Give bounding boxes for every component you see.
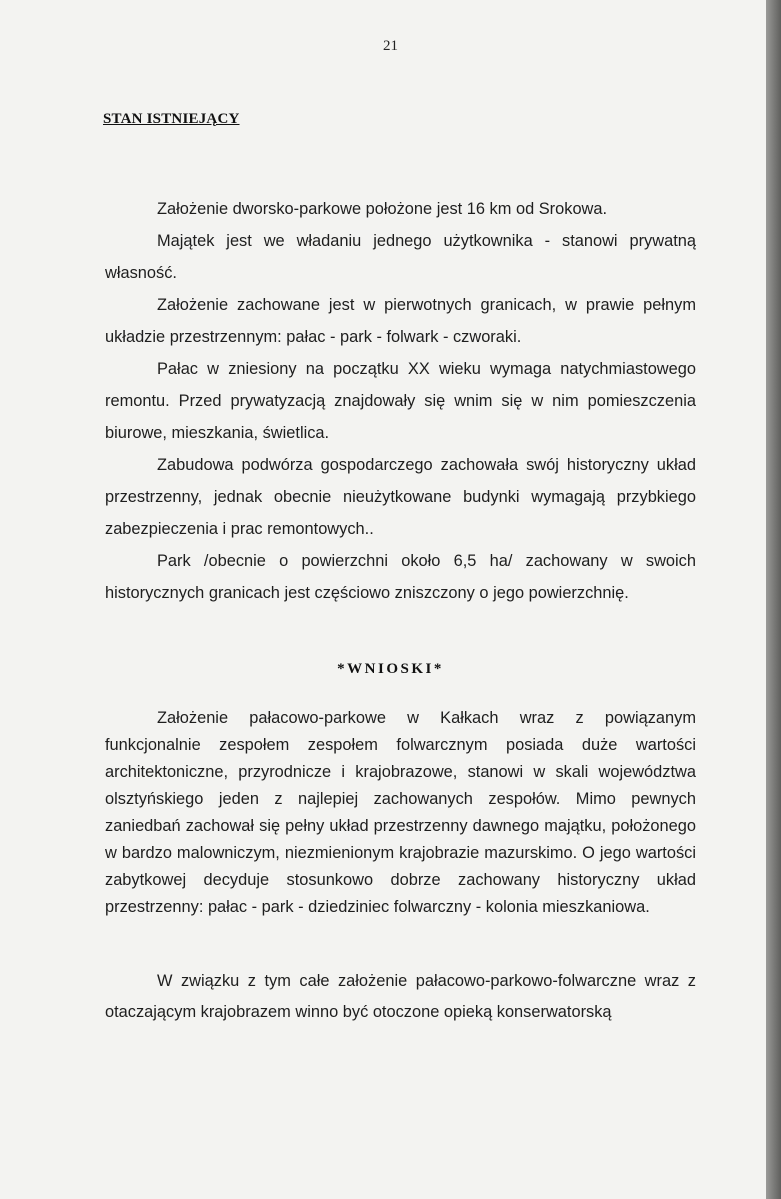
paragraph: Założenie dworsko-parkowe położone jest 16 km od Srokowa. bbox=[157, 200, 608, 218]
conclusions-text-continued bbox=[105, 966, 696, 1028]
paragraph: Park /obecnie o powierzchni około 6,5 ha/ zachowany w swoich historycznych granicach jest częściowo zniszczony o jego powierzchnię. bbox=[105, 552, 696, 602]
paragraph: Założenie pałacowo-parkowe w Kałkach wraz z powiązanym funkcjonalnie zespołem zespołem folwarcznym posiada duże wartości architektoniczne, przyrodnicze i krajobrazowe, stanowi w skali województwa olsztyńskiego jeden z najlepiej zachowanych zespołów. Mimo pewnych zaniedbań zachował się pełny układ przestrzenny dawnego majątku, położonego w bardzo malowniczym, niezmienionym krajobrazie mazurskimo. O jego wartości zabytkowej decyduje stosunkowo dobrze zachowany historyczny układ przestrzenny: pałac - park - dziedziniec folwarczny - kolonia mieszkaniowa. bbox=[105, 709, 696, 916]
page-edge bbox=[766, 0, 781, 1199]
paragraph: Majątek jest we władaniu jednego użytkownika - stanowi prywatną własność. bbox=[105, 232, 696, 282]
paragraph: Zabudowa podwórza gospodarczego zachowała swój historyczny układ przestrzenny, jednak obecnie nieużytkowane budynki wymagają przybkiego zabezpieczenia i prac remontowych.. bbox=[105, 456, 696, 538]
paragraph: Pałac w zniesiony na początku XX wieku wymaga natychmiastowego remontu. Przed prywatyzacją znajdowały się wnim się w nim pomieszczenia biurowe, mieszkania, świetlica. bbox=[105, 360, 696, 442]
conclusions-text bbox=[105, 705, 696, 921]
paragraph: Założenie zachowane jest w pierwotnych granicach, w prawie pełnym układzie przestrzennym: pałac - park - folwark - czworaki. bbox=[105, 296, 696, 346]
existing-state-text bbox=[105, 193, 696, 609]
section-heading-existing-state: STAN ISTNIEJĄCY bbox=[103, 111, 240, 127]
section-heading-conclusions: *WNIOSKI* bbox=[337, 661, 444, 677]
paragraph: W związku z tym całe założenie pałacowo-parkowo-folwarczne wraz z otaczającym krajobrazem winno być otoczone opieką konserwatorską bbox=[105, 972, 696, 1021]
page-number: 21 bbox=[383, 38, 398, 54]
